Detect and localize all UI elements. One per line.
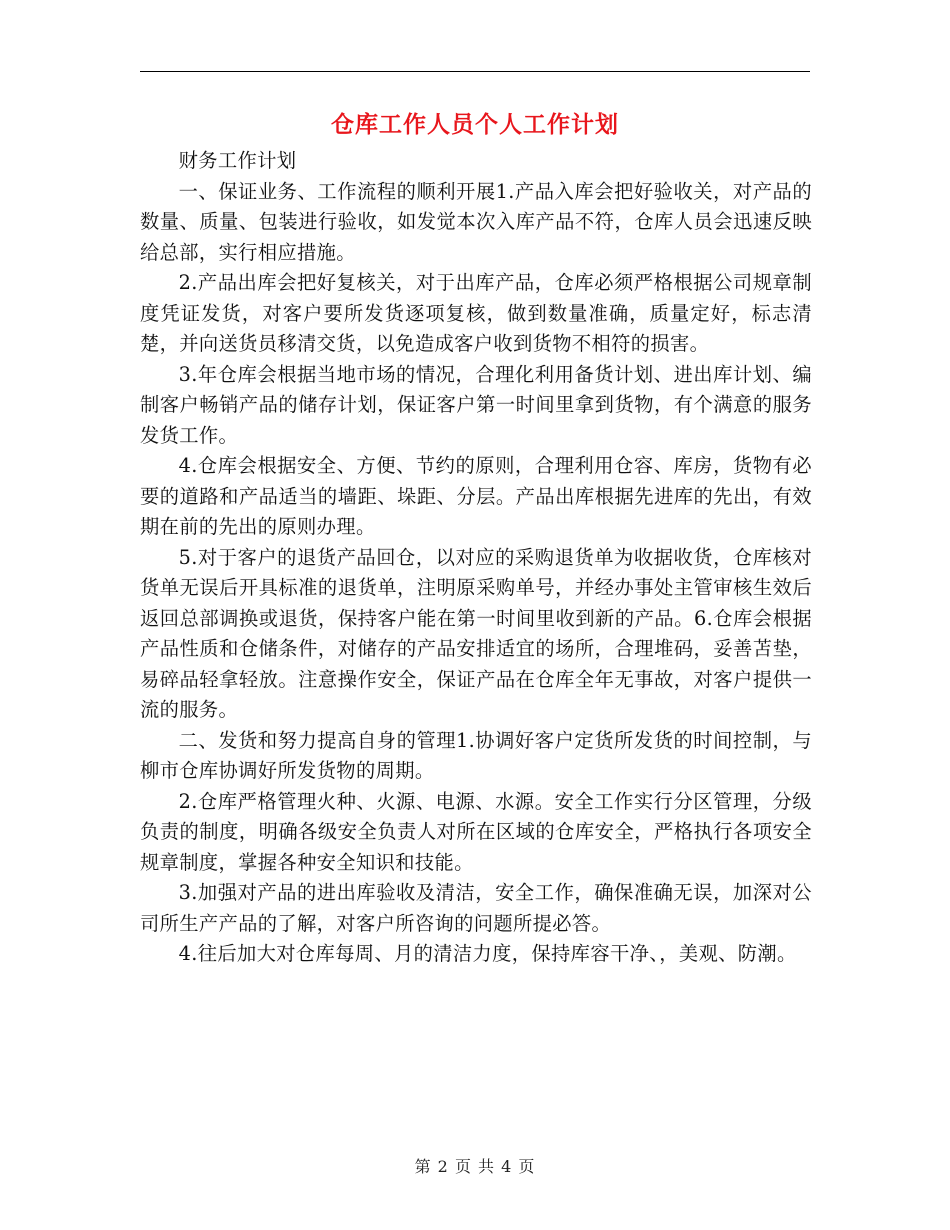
paragraph-subtitle: 财务工作计划 [178, 149, 297, 172]
paragraph-item-4: 4.仓库会根据安全、方便、节约的原则，合理利用仓容、库房，货物有必要的道路和产品适当的墙距、垛距、分层。产品出库根据先进库的先出，有效期在前的先出的原则办理。 [140, 454, 812, 538]
paragraph-item-3b: 3.加强对产品的进出库验收及清洁，安全工作，确保准确无误，加深对公司所生产产品的了解，对客户所咨询的问题所提必答。 [140, 881, 812, 935]
paragraph-item-5-6: 5.对于客户的退货产品回仓，以对应的采购退货单为收据收货，仓库核对货单无误后开具标准的退货单，注明原采购单号，并经办事处主管审核生效后返回总部调换或退货，保持客户能在第一时间里收到新的产品。6.仓库会根据产品性质和仓储条件，对储存的产品安排适宜的场所，合理堆码，妥善苫垫，易碎品轻拿轻放。注意操作安全，保证产品在仓库全年无事故，对客户提供一流的服务。 [140, 545, 812, 721]
document-title: 仓库工作人员个人工作计划 [331, 111, 619, 138]
document-body [140, 146, 812, 970]
paragraph-section-2: 二、发货和努力提高自身的管理1.协调好客户定货所发货的时间控制，与柳市仓库协调好所发货物的周期。 [140, 728, 812, 782]
page-number-footer: 第 2 页 共 4 页 [414, 1157, 536, 1176]
paragraph-item-2b: 2.仓库严格管理火种、火源、电源、水源。安全工作实行分区管理，分级负责的制度，明确各级安全负责人对所在区域的仓库安全，严格执行各项安全规章制度，掌握各种安全知识和技能。 [140, 789, 812, 874]
header-rule [140, 71, 810, 72]
paragraph-item-4b: 4.往后加大对仓库每周、月的清洁力度，保持库容干净、，美观、防潮。 [178, 942, 797, 965]
paragraph-section-1: 一、保证业务、工作流程的顺利开展1.产品入库会把好验收关，对产品的数量、质量、包装进行验收，如发觉本次入库产品不符，仓库人员会迅速反映给总部，实行相应措施。 [140, 179, 812, 264]
paragraph-item-3: 3.年仓库会根据当地市场的情况，合理化利用备货计划、进出库计划、编制客户畅销产品的储存计划，保证客户第一时间里拿到货物，有个满意的服务发货工作。 [140, 362, 812, 447]
paragraph-item-2: 2.产品出库会把好复核关，对于出库产品，仓库必须严格根据公司规章制度凭证发货，对客户要所发货逐项复核，做到数量准确，质量定好，标志清楚，并向送货员移清交货，以免造成客户收到货物不相符的损害。 [140, 271, 812, 355]
